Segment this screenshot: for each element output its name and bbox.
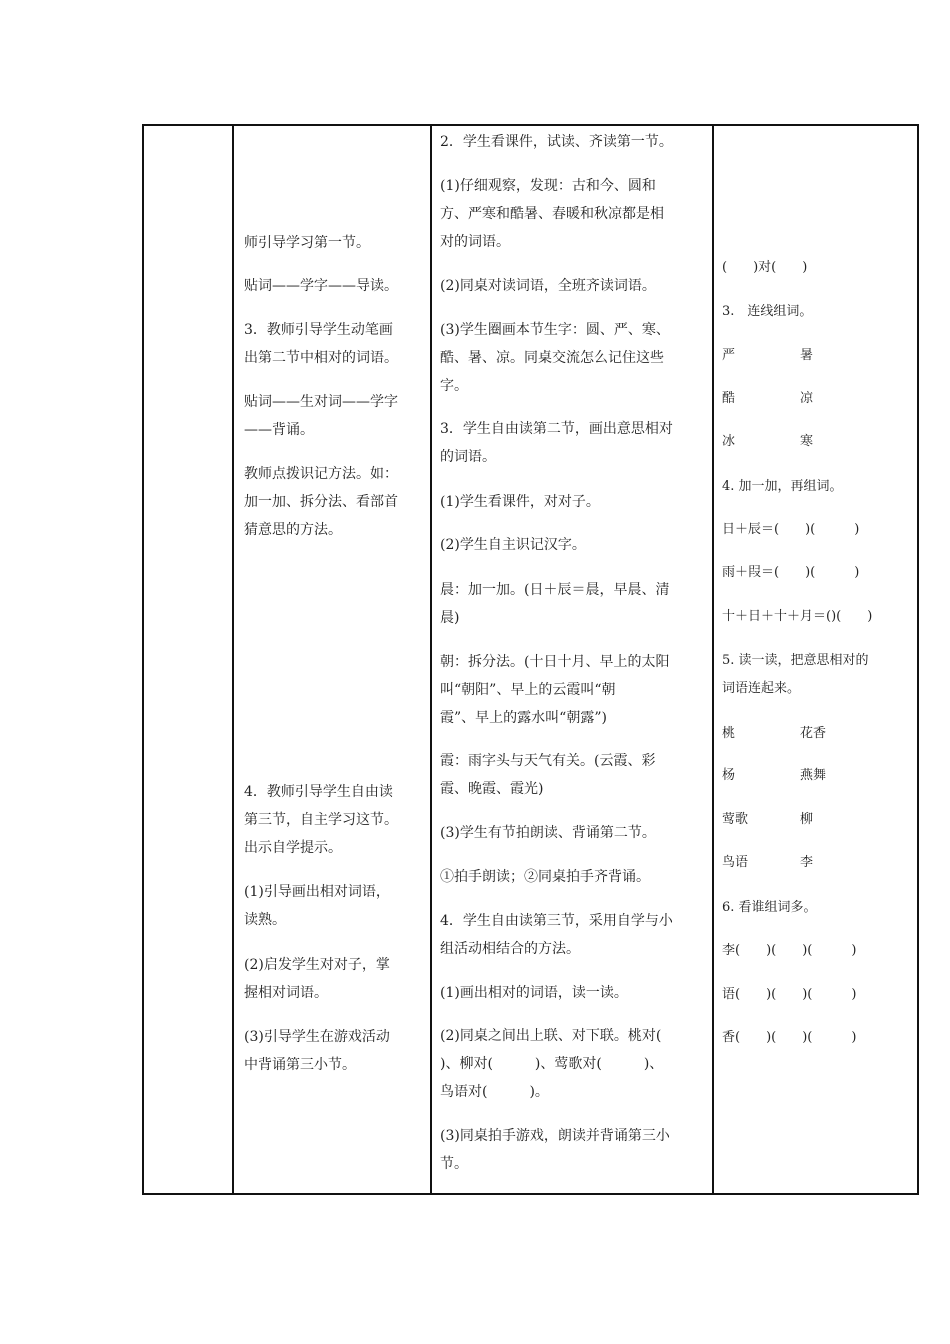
text-line: 3．学生自由读第二节，画出意思相对 (440, 421, 673, 437)
teacher-paragraph-2 (244, 272, 398, 300)
teacher-paragraph-9 (244, 1023, 390, 1079)
text-line: (3)引导学生在游戏活动 (244, 1029, 390, 1045)
text-line: (3)学生圈画本节生字：圆、严、寒、 (440, 322, 670, 338)
exercise-line-6: 4. 加一加，再组词。 (722, 479, 843, 494)
text-line: 4．教师引导学生自由读 (244, 784, 393, 800)
student-paragraph-5 (440, 415, 673, 471)
student-paragraph-12 (440, 863, 650, 891)
lesson-plan-table (142, 124, 919, 1195)
text-line: 教师点拨识记方法。如： (244, 466, 398, 482)
column-teacher-activity (234, 126, 432, 1193)
text-line: 晨：加一加。(日＋辰＝晨，早晨、清 (440, 582, 670, 598)
text-line: ①拍手朗读；②同桌拍手齐背诵。 (440, 869, 650, 885)
text-line: 霞：雨字头与天气有关。(云霞、彩 (440, 753, 656, 769)
student-paragraph-7 (440, 531, 586, 559)
text-line: (3)同桌拍手游戏，朗读并背诵第三小 (440, 1128, 670, 1144)
exercise-line-9: 十＋日＋十＋月＝()( ) (722, 609, 873, 624)
exercise-line-8: 雨＋叚＝( )( ) (722, 565, 860, 580)
teacher-paragraph-4 (244, 388, 398, 444)
exercise-line-16: 6. 看谁组词多。 (722, 900, 817, 915)
student-paragraph-10 (440, 747, 655, 803)
student-paragraph-15 (440, 1022, 663, 1106)
student-paragraph-8 (440, 576, 669, 632)
text-line: 第三节，自主学习这节。 (244, 812, 398, 828)
text-line: )、柳对( )、莺歌对( )、 (440, 1056, 664, 1072)
teacher-paragraph-5 (244, 460, 398, 544)
text-line: 对的词语。 (440, 234, 510, 250)
text-line: (2)同桌之间出上联、对下联。桃对( (440, 1028, 662, 1044)
column-exercises (714, 126, 919, 1193)
text-line: (2)启发学生对对子，掌 (244, 957, 390, 973)
student-paragraph-14 (440, 979, 628, 1007)
text-line: 3．教师引导学生动笔画 (244, 322, 393, 338)
column-student-activity (432, 126, 714, 1193)
exercise-line-12: 桃 花香 (722, 726, 827, 741)
exercise-line-17: 李( )( )( ) (722, 943, 857, 958)
text-line: 出第二节中相对的词语。 (244, 350, 398, 366)
exercise-line-3: 严 暑 (722, 348, 814, 363)
text-line: 加一加、拆分法、看部首 (244, 494, 398, 510)
text-line: (1)仔细观察，发现：古和今、圆和 (440, 178, 656, 194)
student-paragraph-3 (440, 272, 656, 300)
text-line: 2．学生看课件，试读、齐读第一节。 (440, 134, 673, 150)
text-line: (2)学生自主识记汉字。 (440, 537, 586, 553)
text-line: (1)引导画出相对词语， (244, 884, 390, 900)
exercise-line-14: 莺歌 柳 (722, 812, 814, 827)
text-line: 叫“朝阳”、早上的云霞叫“朝 (440, 682, 616, 698)
exercise-line-18: 语( )( )( ) (722, 987, 857, 1002)
text-line: 组活动相结合的方法。 (440, 941, 580, 957)
text-line: 贴词——学字——导读。 (244, 278, 398, 294)
student-paragraph-11 (440, 819, 656, 847)
student-paragraph-2 (440, 172, 664, 256)
text-line: 节。 (440, 1156, 468, 1172)
text-line: ——背诵。 (244, 422, 314, 438)
teacher-paragraph-3 (244, 316, 398, 372)
text-line: 读熟。 (244, 912, 286, 928)
column-stage (144, 126, 234, 1193)
text-line: 霞”、早上的露水叫“朝露”) (440, 710, 607, 726)
text-line: 出示自学提示。 (244, 840, 342, 856)
text-line: (1)学生看课件，对对子。 (440, 494, 600, 510)
exercise-line-4: 酷 凉 (722, 391, 814, 406)
student-paragraph-6 (440, 488, 600, 516)
text-line: 酷、暑、凉。同桌交流怎么记住这些 (440, 350, 664, 366)
exercise-line-5: 冰 寒 (722, 434, 814, 449)
text-line: (2)同桌对读词语，全班齐读词语。 (440, 278, 656, 294)
exercise-line-19: 香( )( )( ) (722, 1030, 857, 1045)
text-line: 中背诵第三小节。 (244, 1057, 356, 1073)
text-line: (1)画出相对的词语，读一读。 (440, 985, 628, 1001)
text-line: 猜意思的方法。 (244, 522, 342, 538)
student-paragraph-4 (440, 316, 670, 400)
text-line: 方、严寒和酷暑、春暖和秋凉都是相 (440, 206, 664, 222)
text-line: 鸟语对( )。 (440, 1084, 549, 1100)
text-line: 4．学生自由读第三节，采用自学与小 (440, 913, 673, 929)
student-paragraph-13 (440, 907, 673, 963)
teacher-paragraph-7 (244, 878, 390, 934)
exercise-line-15: 鸟语 李 (722, 855, 814, 870)
text-line: 晨) (440, 610, 460, 626)
text-line: (3)学生有节拍朗读、背诵第二节。 (440, 825, 656, 841)
teacher-paragraph-6 (244, 778, 398, 862)
exercise-line-11: 词语连起来。 (722, 681, 801, 696)
text-line: 握相对词语。 (244, 985, 328, 1001)
exercise-line-7: 日＋辰＝( )( ) (722, 522, 860, 537)
text-line: 的词语。 (440, 449, 496, 465)
student-paragraph-16 (440, 1122, 670, 1178)
text-line: 字。 (440, 378, 468, 394)
text-line: 贴词——生对词——学字 (244, 394, 398, 410)
exercise-line-10: 5. 读一读，把意思相对的 (722, 653, 869, 668)
student-paragraph-9 (440, 648, 669, 732)
student-paragraph-1 (440, 128, 673, 156)
teacher-paragraph-8 (244, 951, 390, 1007)
text-line: 朝：拆分法。(十日十月、早上的太阳 (440, 654, 670, 670)
exercise-line-1: ( )对( ) (722, 260, 808, 275)
text-line: 霞、晚霞、霞光) (440, 781, 544, 797)
text-line: 师引导学习第一节。 (244, 235, 370, 251)
teacher-paragraph-1 (244, 229, 370, 257)
exercise-line-13: 杨 燕舞 (722, 768, 827, 783)
exercise-line-2: 3. 连线组词。 (722, 304, 813, 319)
